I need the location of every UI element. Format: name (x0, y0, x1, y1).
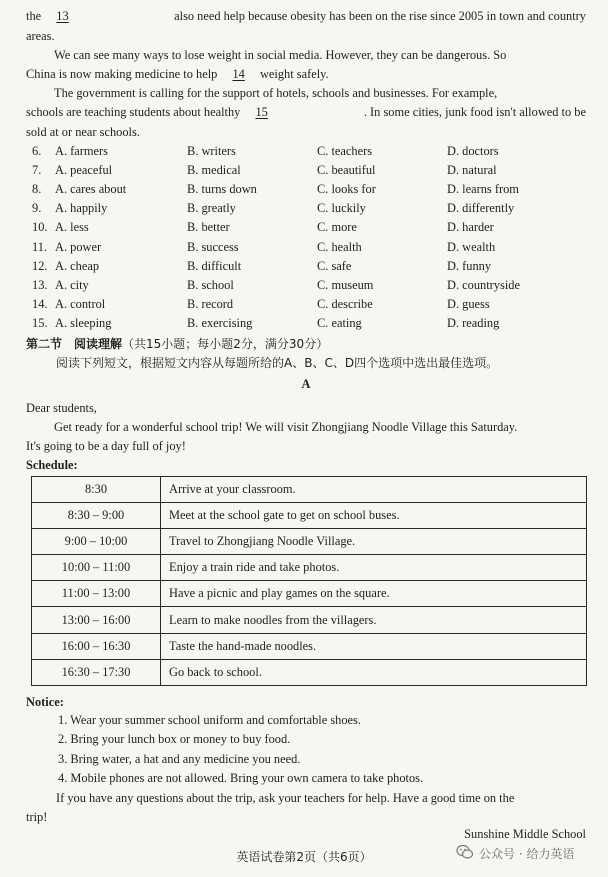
option-d: D. harder (447, 220, 494, 235)
question-number: 6. (32, 144, 42, 158)
option-a: A. control (55, 296, 106, 311)
notice-item: 4. Mobile phones are not allowed. Bring your own camera to take photos. (58, 770, 424, 785)
notice-item: 2. Bring your lunch box or money to buy food. (58, 732, 291, 747)
option-b: B. record (187, 296, 234, 311)
wechat-icon (456, 843, 474, 861)
blank-13: 13 (56, 9, 69, 23)
schedule-row (32, 503, 587, 529)
passage-text: the (26, 9, 42, 23)
schedule-table (31, 476, 587, 686)
option-c: C. safe (317, 258, 352, 273)
notice-item: 1. Wear your summer school uniform and comfortable shoes. (58, 713, 361, 727)
option-c: C. describe (317, 296, 373, 311)
schedule-row (32, 477, 587, 503)
notice-label: Notice: (26, 695, 64, 709)
section-instruction: 阅读下列短文，根据短文内容从每题所给的A、B、C、D四个选项中选出最佳选项。 (56, 356, 499, 370)
passage-text: China is now making medicine to help (26, 67, 218, 81)
option-c: C. more (317, 220, 357, 235)
option-b: B. school (187, 277, 234, 292)
closing-line-2: trip! (26, 810, 48, 824)
schedule-label: Schedule: (26, 458, 78, 472)
schedule-time: 9:00 – 10:00 (32, 529, 161, 555)
watermark-text: 公众号 · 给力英语 (479, 847, 575, 861)
option-a: A. power (55, 239, 102, 254)
option-c: C. looks for (317, 182, 376, 197)
schedule-activity: Arrive at your classroom. (161, 477, 587, 503)
option-b: B. better (187, 220, 230, 235)
closing-line-1: If you have any questions about the trip, ask your teachers for help. Have a good time on the (56, 791, 515, 805)
schedule-time: 8:30 (32, 477, 161, 503)
passage-letter: A (301, 377, 311, 391)
blank-15: 15 (255, 105, 268, 119)
schedule-row (32, 555, 587, 581)
letter-greeting: Dear students, (26, 401, 97, 415)
question-number: 13. (32, 277, 48, 292)
option-d: D. learns from (447, 182, 519, 197)
option-a: A. cares about (55, 182, 127, 197)
passage-text: schools are teaching students about healthy (26, 105, 241, 119)
option-d: D. doctors (447, 144, 499, 158)
passage-line-4 (26, 66, 586, 82)
question-number: 14. (32, 296, 48, 311)
page-footer: 英语试卷第2页（共6页） (236, 850, 372, 864)
letter-paragraph-line-2: It's going to be a day full of joy! (26, 439, 186, 453)
schedule-activity: Meet at the school gate to get on school buses. (161, 503, 587, 529)
passage-text: also need help because obesity has been on the rise since 2005 in town and country (174, 9, 586, 23)
schedule-time: 16:30 – 17:30 (32, 659, 161, 685)
passage-line-1 (26, 8, 586, 24)
letter-paragraph-line-1: Get ready for a wonderful school trip! We will visit Zhongjiang Noodle Village this Saturday. (54, 420, 518, 434)
option-d: D. guess (447, 296, 490, 311)
passage-line-6-lead (26, 104, 280, 120)
schedule-row (32, 607, 587, 633)
passage-line-6 (26, 104, 586, 120)
passage-text: weight safely. (259, 67, 329, 81)
option-a: A. less (55, 220, 89, 235)
option-d: D. funny (447, 258, 492, 273)
option-a: A. city (55, 277, 89, 292)
question-number: 8. (32, 182, 42, 197)
passage-line-5: The government is calling for the support of hotels, schools and businesses. For example, (54, 86, 498, 100)
question-number: 11. (32, 239, 48, 254)
option-d: D. natural (447, 163, 497, 178)
option-a: A. farmers (55, 144, 108, 158)
passage-text: . In some cities, junk food isn't allowed to be (363, 105, 586, 119)
section-title: 第二节 阅读理解 (26, 337, 123, 351)
option-d: D. wealth (447, 239, 496, 254)
schedule-activity: Travel to Zhongjiang Noodle Village. (161, 529, 587, 555)
schedule-activity: Taste the hand-made noodles. (161, 633, 587, 659)
option-d: D. reading (447, 315, 500, 330)
option-c: C. beautiful (317, 163, 376, 178)
option-a: A. happily (55, 201, 108, 216)
schedule-row (32, 633, 587, 659)
option-c: C. eating (317, 315, 362, 330)
question-number: 12. (32, 258, 48, 273)
question-number: 7. (32, 163, 42, 178)
option-b: B. success (187, 239, 239, 254)
question-number: 10. (32, 220, 48, 235)
schedule-activity: Enjoy a train ride and take photos. (161, 555, 587, 581)
schedule-row (32, 659, 587, 685)
option-b: B. difficult (187, 258, 242, 273)
passage-line-7: sold at or near schools. (26, 125, 140, 139)
option-c: C. museum (317, 277, 374, 292)
section-info: （共15小题；每小题2分，满分30分） (122, 337, 329, 351)
schedule-activity: Have a picnic and play games on the square. (161, 581, 587, 607)
schedule-time: 10:00 – 11:00 (32, 555, 161, 581)
schedule-activity: Learn to make noodles from the villagers. (161, 607, 587, 633)
option-d: D. differently (447, 201, 515, 216)
passage-line-2: areas. (26, 29, 55, 43)
option-b: B. turns down (187, 182, 257, 197)
option-c: C. health (317, 239, 362, 254)
blank-14: 14 (232, 67, 245, 81)
schedule-row (32, 529, 587, 555)
question-number: 15. (32, 315, 48, 330)
notice-item: 3. Bring water, a hat and any medicine you need. (58, 751, 301, 766)
option-c: C. luckily (317, 201, 366, 216)
option-b: B. exercising (187, 315, 253, 330)
passage-line-3: We can see many ways to lose weight in social media. However, they can be dangerous. So (54, 48, 507, 62)
schedule-row (32, 581, 587, 607)
option-a: A. peaceful (55, 163, 113, 178)
passage-line-1-lead (26, 8, 81, 24)
option-c: C. teachers (317, 144, 373, 158)
option-b: B. medical (187, 163, 241, 178)
option-a: A. sleeping (55, 315, 112, 330)
question-number: 9. (32, 201, 42, 216)
schedule-time: 16:00 – 16:30 (32, 633, 161, 659)
option-b: B. greatly (187, 201, 236, 216)
signature: Sunshine Middle School (464, 827, 586, 841)
schedule-time: 11:00 – 13:00 (32, 581, 161, 607)
schedule-activity: Go back to school. (161, 659, 587, 685)
section-header (26, 336, 586, 352)
schedule-time: 13:00 – 16:00 (32, 607, 161, 633)
option-a: A. cheap (55, 258, 100, 273)
option-d: D. countryside (447, 277, 520, 292)
option-b: B. writers (187, 144, 236, 158)
schedule-time: 8:30 – 9:00 (32, 503, 161, 529)
